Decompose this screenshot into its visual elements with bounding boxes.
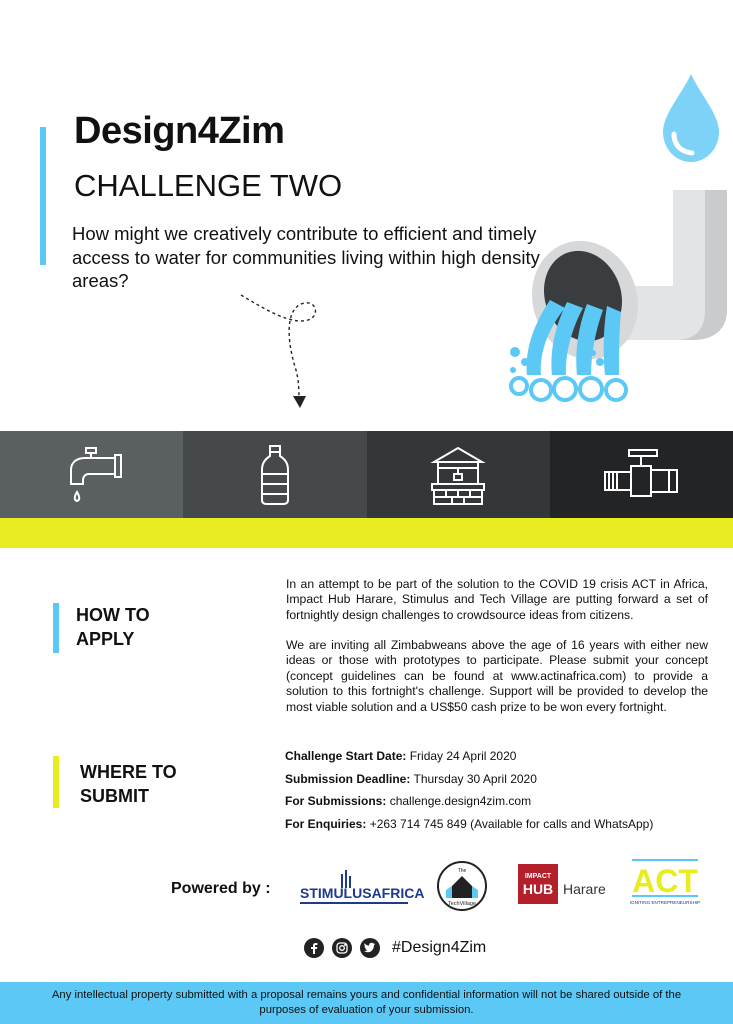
- act-logo: [630, 858, 700, 908]
- hub-text: HUB: [522, 881, 554, 897]
- stimulus-text: STIMULUSAFRICA: [300, 885, 425, 901]
- title-accent-bar: [40, 127, 46, 265]
- info-value: Friday 24 April 2020: [409, 749, 517, 763]
- pipe-water-illustration: [495, 190, 733, 410]
- info-label: For Enquiries:: [285, 816, 367, 831]
- apply-accent-bar: [53, 603, 59, 653]
- invitation-paragraph: We are inviting all Zimbabweans above the age of 16 years with either new ideas or those with prototypes to participate. Please submit your concept (concept guidelines can be found at www.actinafrica.com) to provide a solution to this fortnight's challenge. Support will be provided to develop the most viable solution and a US$50 cash prize to be won every fortnight.: [286, 638, 708, 714]
- hashtag-text: #Design4Zim: [392, 939, 487, 956]
- water-bottle-icon: [258, 444, 292, 506]
- harare-text: Harare: [563, 881, 606, 897]
- info-label: For Submissions:: [285, 794, 387, 808]
- act-text: ACT: [632, 863, 698, 899]
- powered-by-label: Powered by :: [171, 880, 271, 897]
- social-bar: [304, 938, 486, 958]
- how-to-apply-heading: [76, 603, 206, 651]
- heading-line: APPLY: [76, 629, 135, 649]
- heading-line: SUBMIT: [80, 786, 149, 806]
- info-value: Thursday 30 April 2020: [413, 771, 537, 786]
- tech-village-the: The: [457, 868, 467, 874]
- brand-title: Design4Zim: [74, 110, 285, 152]
- tech-village-logo: [436, 860, 488, 912]
- submission-info-list: [285, 748, 715, 838]
- act-tagline: IGNITING ENTREPRENEURSHIP: [629, 900, 701, 905]
- impact-hub-harare-logo: [518, 862, 618, 906]
- footer-disclaimer: [0, 982, 733, 1024]
- heading-line: WHERE TO: [80, 762, 177, 782]
- submission-link[interactable]: challenge.design4zim.com: [389, 794, 532, 808]
- water-tap-icon: [59, 444, 125, 506]
- twitter-icon[interactable]: [360, 938, 380, 958]
- start-date-row: [285, 748, 715, 771]
- facebook-icon[interactable]: [304, 938, 324, 958]
- where-to-submit-heading: [80, 760, 210, 808]
- water-icon-strip: [0, 431, 733, 518]
- water-drop-icon: [660, 72, 722, 164]
- submissions-row: [285, 793, 715, 816]
- impact-text: IMPACT: [524, 873, 552, 880]
- tech-village-text: TechVillage: [447, 901, 477, 907]
- enquiries-row: [285, 816, 715, 839]
- submit-accent-bar: [53, 756, 59, 808]
- challenge-question: How might we creatively contribute to efficient and timely access to water for communities living within high density areas?: [72, 223, 540, 291]
- deadline-row: [285, 771, 715, 794]
- icon-cell-tap: [0, 431, 183, 518]
- disclaimer-text: Any intellectual property submitted with a proposal remains yours and confidential information will not be shared outside of the purposes of evaluation of your submission.: [51, 989, 682, 1016]
- dashed-arrow-icon: [236, 290, 326, 415]
- info-label: Challenge Start Date:: [285, 749, 407, 763]
- instagram-icon[interactable]: [332, 938, 352, 958]
- icon-cell-bottle: [183, 431, 366, 518]
- valve-pipe-icon: [601, 444, 681, 506]
- intro-paragraph: In an attempt to be part of the solution to the COVID 19 crisis ACT in Africa, Impact Hub Harare, Stimulus and Tech Village are putting forward a set of fortnightly design challenges to crowdsource ideas from citizens.: [286, 577, 708, 622]
- stimulus-africa-logo: [298, 870, 425, 906]
- yellow-divider-band: [0, 518, 733, 548]
- icon-cell-well: [367, 431, 550, 518]
- info-value: +263 714 745 849 (Available for calls and WhatsApp): [369, 816, 654, 831]
- water-well-icon: [428, 444, 488, 506]
- challenge-subtitle: CHALLENGE TWO: [74, 168, 343, 203]
- heading-line: HOW TO: [76, 605, 150, 625]
- icon-cell-valve: [550, 431, 733, 518]
- info-label: Submission Deadline:: [285, 771, 411, 786]
